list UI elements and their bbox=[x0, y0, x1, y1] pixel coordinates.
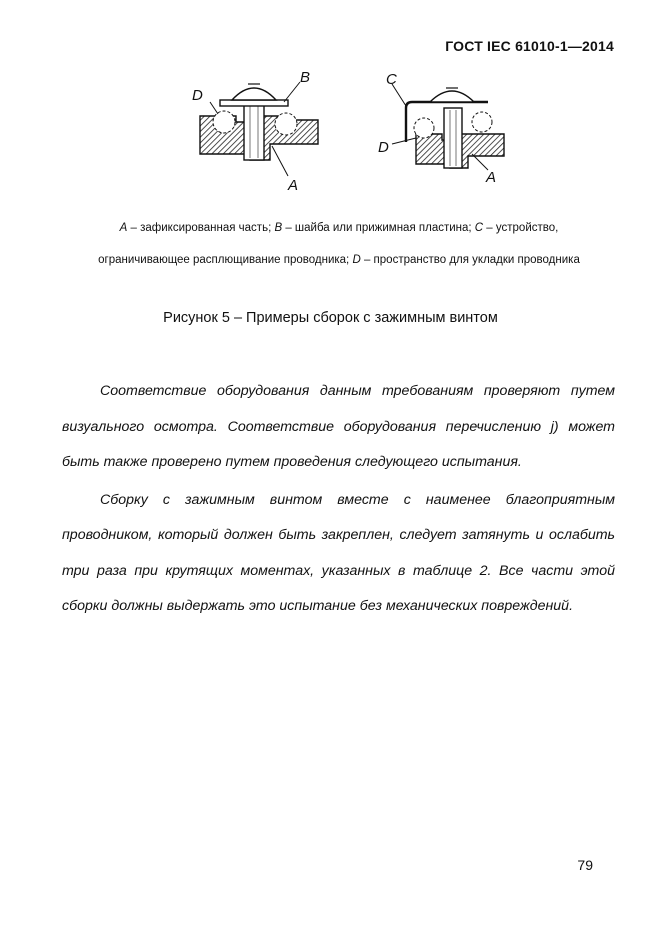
legend-key-d: D bbox=[352, 254, 361, 266]
label-a: A bbox=[486, 169, 497, 186]
legend-text-a: – зафиксированная часть; bbox=[127, 222, 275, 234]
body-text bbox=[62, 374, 615, 627]
label-a: A bbox=[288, 177, 299, 194]
legend-text-d: – пространство для укладки проводника bbox=[360, 254, 580, 266]
screw-assembly-left bbox=[188, 64, 338, 194]
legend-key-b: B bbox=[274, 222, 283, 234]
legend-text-c: – устройство, ограничивающее расплющивание проводника; bbox=[98, 222, 559, 266]
document-header: ГОСТ IEC 61010-1—2014 bbox=[445, 38, 614, 54]
screw-assembly-right bbox=[378, 64, 528, 194]
paragraph: Сборку с зажимным винтом вместе с наименее благоприятным проводником, который должен быть закреплен, следует затянуть и ослабить три раза при крутящих моментах, указанных в таблице 2. Все части этой сборки должны выдержать это испытание без механических повреждений. bbox=[62, 491, 615, 614]
legend-key-c: C bbox=[474, 222, 484, 234]
label-d: D bbox=[192, 87, 203, 104]
legend-key-a: A bbox=[119, 222, 128, 234]
label-d: D bbox=[378, 139, 389, 156]
figure-legend bbox=[84, 212, 594, 276]
figure-caption: Рисунок 5 – Примеры сборок с зажимным винтом bbox=[163, 310, 498, 326]
page-number: 79 bbox=[577, 857, 593, 873]
label-b: B bbox=[300, 69, 311, 86]
figure-5 bbox=[0, 62, 661, 202]
legend-text-b: – шайба или прижимная пластина; bbox=[282, 222, 475, 234]
paragraph: Соответствие оборудования данным требованиям проверяют путем визуального осмотра. Соответствие оборудования перечислению j) может быть также проверено путем проведения следующего испытания. bbox=[62, 383, 615, 470]
label-c: C bbox=[386, 71, 397, 88]
